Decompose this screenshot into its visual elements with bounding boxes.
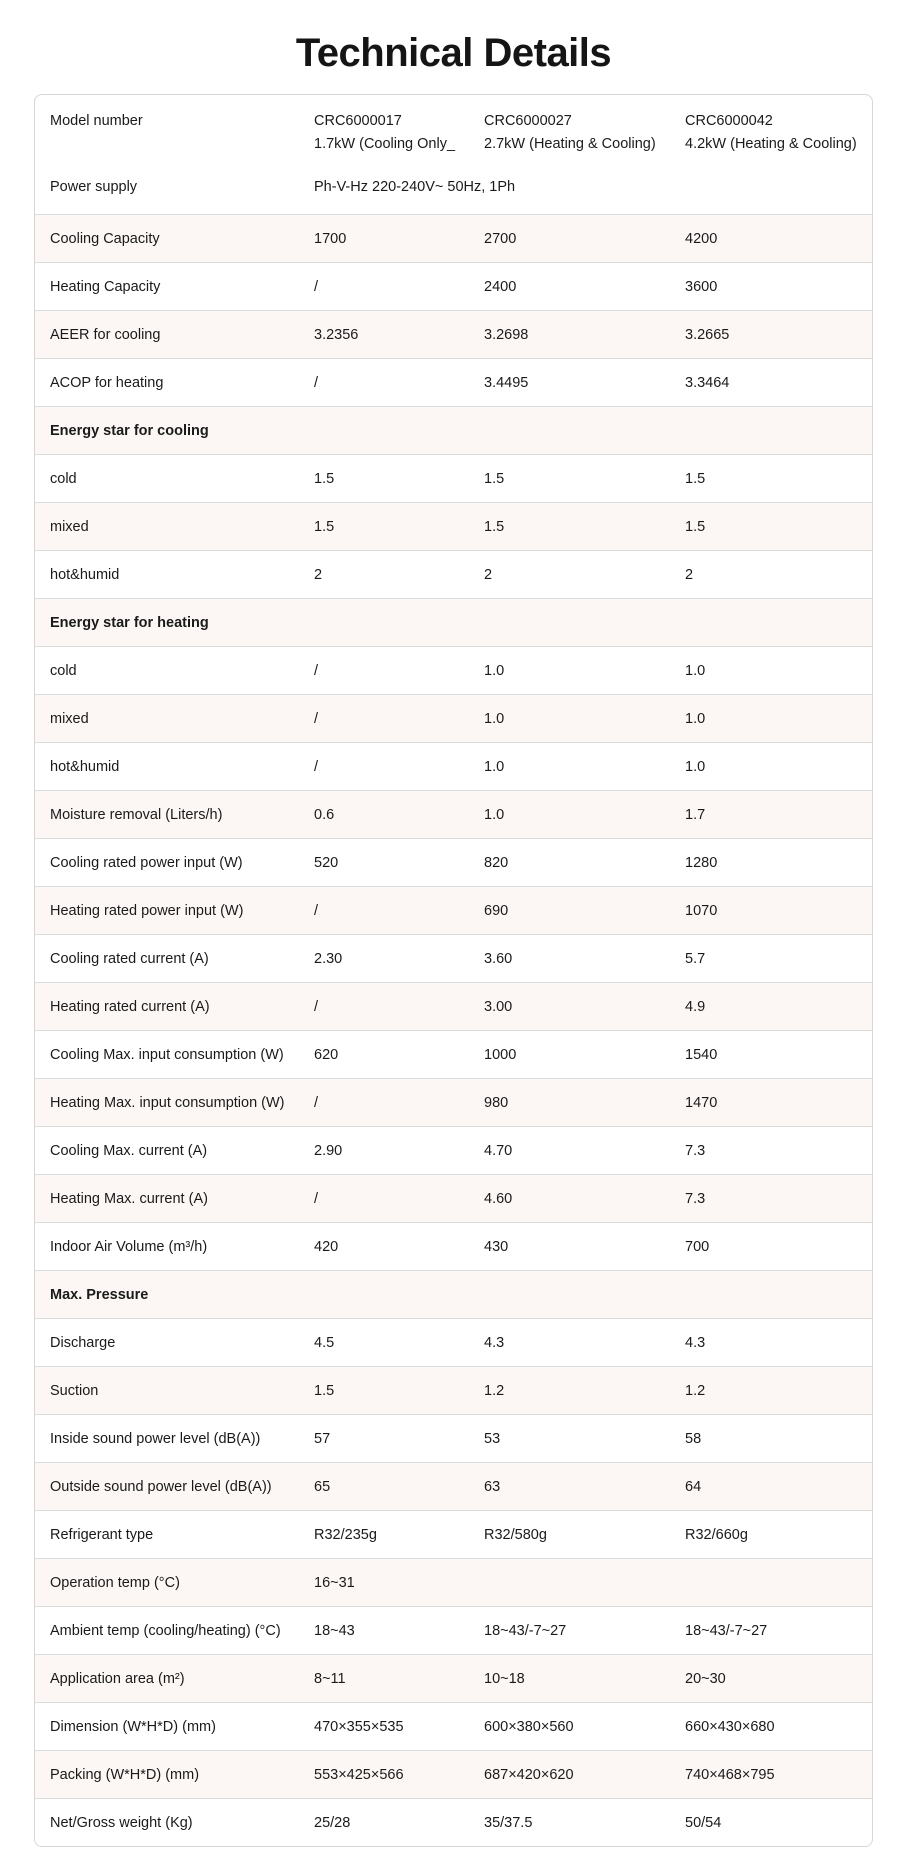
- spec-label: cold: [35, 647, 299, 695]
- spec-row: [35, 1175, 872, 1223]
- spec-value: 520: [299, 839, 469, 887]
- spec-row: [35, 983, 872, 1031]
- spec-value: /: [299, 1175, 469, 1223]
- spec-value: 16~31: [299, 1559, 469, 1607]
- spec-value: 4.70: [469, 1127, 670, 1175]
- spec-value: 1.0: [469, 791, 670, 839]
- spec-value: 1.5: [299, 1367, 469, 1415]
- spec-row: [35, 743, 872, 791]
- spec-value: 1000: [469, 1031, 670, 1079]
- spec-value: 1.0: [670, 647, 872, 695]
- section-header-row: [35, 1271, 872, 1319]
- spec-value: [670, 1559, 872, 1607]
- spec-value: 420: [299, 1223, 469, 1271]
- spec-label: Cooling rated current (A): [35, 935, 299, 983]
- spec-value: /: [299, 983, 469, 1031]
- spec-row: [35, 263, 872, 311]
- model-description: 4.2kW (Heating & Cooling): [685, 136, 857, 152]
- spec-value: 3.2698: [469, 311, 670, 359]
- spec-value: 1070: [670, 887, 872, 935]
- model-number-label: Model number: [50, 113, 143, 129]
- section-title: Energy star for heating: [35, 599, 872, 647]
- spec-value: 470×355×535: [299, 1703, 469, 1751]
- spec-row: [35, 1415, 872, 1463]
- spec-value: 1.5: [670, 503, 872, 551]
- spec-label: Heating Capacity: [35, 263, 299, 311]
- spec-value: 5.7: [670, 935, 872, 983]
- spec-value: 2.90: [299, 1127, 469, 1175]
- model-column-2: [469, 95, 670, 166]
- spec-value: 660×430×680: [670, 1703, 872, 1751]
- spec-label: Moisture removal (Liters/h): [35, 791, 299, 839]
- model-header-row: [35, 95, 872, 166]
- spec-value: [469, 1559, 670, 1607]
- model-column-1: [299, 95, 469, 166]
- spec-row: [35, 359, 872, 407]
- section-header-row: [35, 407, 872, 455]
- model-description: 1.7kW (Cooling Only_: [314, 136, 456, 152]
- spec-row: [35, 455, 872, 503]
- spec-value: 1.0: [469, 647, 670, 695]
- spec-value: 7.3: [670, 1175, 872, 1223]
- spec-label: Packing (W*H*D) (mm): [35, 1751, 299, 1799]
- spec-value: /: [299, 887, 469, 935]
- model-description: 2.7kW (Heating & Cooling): [484, 136, 656, 152]
- spec-value: 4200: [670, 215, 872, 263]
- spec-label: Heating rated power input (W): [35, 887, 299, 935]
- spec-label: Dimension (W*H*D) (mm): [35, 1703, 299, 1751]
- spec-row: [35, 695, 872, 743]
- spec-value: 2: [670, 551, 872, 599]
- spec-value: 18~43: [299, 1607, 469, 1655]
- spec-value: 1.2: [670, 1367, 872, 1415]
- spec-label: Cooling rated power input (W): [35, 839, 299, 887]
- spec-value: 430: [469, 1223, 670, 1271]
- spec-value: 25/28: [299, 1799, 469, 1847]
- spec-label: Discharge: [35, 1319, 299, 1367]
- spec-value: /: [299, 1079, 469, 1127]
- spec-label: Heating Max. input consumption (W): [35, 1079, 299, 1127]
- spec-value: 3600: [670, 263, 872, 311]
- spec-value: 740×468×795: [670, 1751, 872, 1799]
- spec-value: 65: [299, 1463, 469, 1511]
- spec-value: 620: [299, 1031, 469, 1079]
- model-code: CRC6000027: [484, 113, 572, 129]
- spec-value: 3.4495: [469, 359, 670, 407]
- spec-value: 63: [469, 1463, 670, 1511]
- spec-value: 553×425×566: [299, 1751, 469, 1799]
- spec-value: 1.5: [469, 503, 670, 551]
- spec-row: [35, 215, 872, 263]
- spec-label: Refrigerant type: [35, 1511, 299, 1559]
- spec-value: 7.3: [670, 1127, 872, 1175]
- spec-row: [35, 1655, 872, 1703]
- spec-value: 10~18: [469, 1655, 670, 1703]
- spec-value: 1700: [299, 215, 469, 263]
- spec-row: [35, 503, 872, 551]
- spec-row: [35, 551, 872, 599]
- spec-value: 18~43/-7~27: [670, 1607, 872, 1655]
- spec-value: /: [299, 695, 469, 743]
- spec-value: 1.0: [469, 695, 670, 743]
- spec-label: Inside sound power level (dB(A)): [35, 1415, 299, 1463]
- spec-row: [35, 839, 872, 887]
- spec-value: 1.2: [469, 1367, 670, 1415]
- spec-value: 2400: [469, 263, 670, 311]
- spec-value: 64: [670, 1463, 872, 1511]
- spec-row: [35, 1319, 872, 1367]
- spec-label: Outside sound power level (dB(A)): [35, 1463, 299, 1511]
- spec-value: 1280: [670, 839, 872, 887]
- spec-row: [35, 1799, 872, 1847]
- spec-value: /: [299, 263, 469, 311]
- spec-row: [35, 935, 872, 983]
- spec-value: 1.0: [670, 695, 872, 743]
- spec-value: 980: [469, 1079, 670, 1127]
- spec-label: hot&humid: [35, 551, 299, 599]
- spec-value: /: [299, 647, 469, 695]
- spec-value: R32/235g: [299, 1511, 469, 1559]
- spec-value: R32/660g: [670, 1511, 872, 1559]
- spec-value: 35/37.5: [469, 1799, 670, 1847]
- spec-value: 3.3464: [670, 359, 872, 407]
- spec-value: 2.30: [299, 935, 469, 983]
- spec-label: Cooling Max. input consumption (W): [35, 1031, 299, 1079]
- spec-value: 1.5: [469, 455, 670, 503]
- spec-value: 690: [469, 887, 670, 935]
- spec-label: Cooling Capacity: [35, 215, 299, 263]
- spec-label: Heating rated current (A): [35, 983, 299, 1031]
- power-supply-row: [35, 166, 872, 215]
- spec-row: [35, 1703, 872, 1751]
- spec-value: 4.5: [299, 1319, 469, 1367]
- spec-label: Heating Max. current (A): [35, 1175, 299, 1223]
- spec-value: 820: [469, 839, 670, 887]
- spec-value: 1.0: [670, 743, 872, 791]
- spec-value: 1.7: [670, 791, 872, 839]
- spec-value: 4.60: [469, 1175, 670, 1223]
- spec-label: AEER for cooling: [35, 311, 299, 359]
- spec-row: [35, 1607, 872, 1655]
- spec-label: mixed: [35, 503, 299, 551]
- spec-value: R32/580g: [469, 1511, 670, 1559]
- spec-value: 1.5: [670, 455, 872, 503]
- spec-value: 1470: [670, 1079, 872, 1127]
- spec-value: 3.2665: [670, 311, 872, 359]
- spec-label: ACOP for heating: [35, 359, 299, 407]
- power-supply-value: Ph-V-Hz 220-240V~ 50Hz, 1Ph: [314, 179, 516, 195]
- spec-label: mixed: [35, 695, 299, 743]
- spec-value: /: [299, 743, 469, 791]
- spec-value: 4.9: [670, 983, 872, 1031]
- spec-value: 3.60: [469, 935, 670, 983]
- section-header-row: [35, 599, 872, 647]
- model-code: CRC6000017: [314, 113, 402, 129]
- spec-row: [35, 887, 872, 935]
- spec-value: 18~43/-7~27: [469, 1607, 670, 1655]
- spec-value: /: [299, 359, 469, 407]
- model-column-3: [670, 95, 872, 166]
- section-title: Energy star for cooling: [35, 407, 872, 455]
- spec-value: 700: [670, 1223, 872, 1271]
- model-code: CRC6000042: [685, 113, 773, 129]
- spec-label: Net/Gross weight (Kg): [35, 1799, 299, 1847]
- page-title: Technical Details: [295, 31, 612, 75]
- spec-value: 4.3: [469, 1319, 670, 1367]
- spec-label: Indoor Air Volume (m³/h): [35, 1223, 299, 1271]
- spec-value: 687×420×620: [469, 1751, 670, 1799]
- spec-row: [35, 1559, 872, 1607]
- spec-label: Operation temp (°C): [35, 1559, 299, 1607]
- spec-table: [35, 95, 872, 1846]
- spec-value: 0.6: [299, 791, 469, 839]
- spec-value: 57: [299, 1415, 469, 1463]
- tech-spec-table: [34, 94, 873, 1847]
- spec-value: 20~30: [670, 1655, 872, 1703]
- spec-value: 1.5: [299, 503, 469, 551]
- spec-row: [35, 1751, 872, 1799]
- spec-row: [35, 1127, 872, 1175]
- spec-value: 4.3: [670, 1319, 872, 1367]
- spec-value: 1.5: [299, 455, 469, 503]
- spec-row: [35, 1367, 872, 1415]
- spec-row: [35, 791, 872, 839]
- spec-row: [35, 1079, 872, 1127]
- spec-value: 3.00: [469, 983, 670, 1031]
- spec-value: 2: [299, 551, 469, 599]
- spec-label: Application area (m²): [35, 1655, 299, 1703]
- spec-value: 1.0: [469, 743, 670, 791]
- power-supply-label: Power supply: [50, 179, 138, 195]
- spec-row: [35, 647, 872, 695]
- spec-label: cold: [35, 455, 299, 503]
- spec-value: 8~11: [299, 1655, 469, 1703]
- spec-row: [35, 311, 872, 359]
- spec-value: 2700: [469, 215, 670, 263]
- spec-label: Ambient temp (cooling/heating) (°C): [35, 1607, 299, 1655]
- spec-value: 58: [670, 1415, 872, 1463]
- section-title: Max. Pressure: [35, 1271, 872, 1319]
- spec-row: [35, 1223, 872, 1271]
- spec-value: 3.2356: [299, 311, 469, 359]
- spec-label: Cooling Max. current (A): [35, 1127, 299, 1175]
- spec-row: [35, 1463, 872, 1511]
- spec-value: 2: [469, 551, 670, 599]
- spec-value: 53: [469, 1415, 670, 1463]
- spec-label: Suction: [35, 1367, 299, 1415]
- spec-row: [35, 1511, 872, 1559]
- spec-row: [35, 1031, 872, 1079]
- spec-label: hot&humid: [35, 743, 299, 791]
- spec-value: 50/54: [670, 1799, 872, 1847]
- spec-value: 1540: [670, 1031, 872, 1079]
- spec-value: 600×380×560: [469, 1703, 670, 1751]
